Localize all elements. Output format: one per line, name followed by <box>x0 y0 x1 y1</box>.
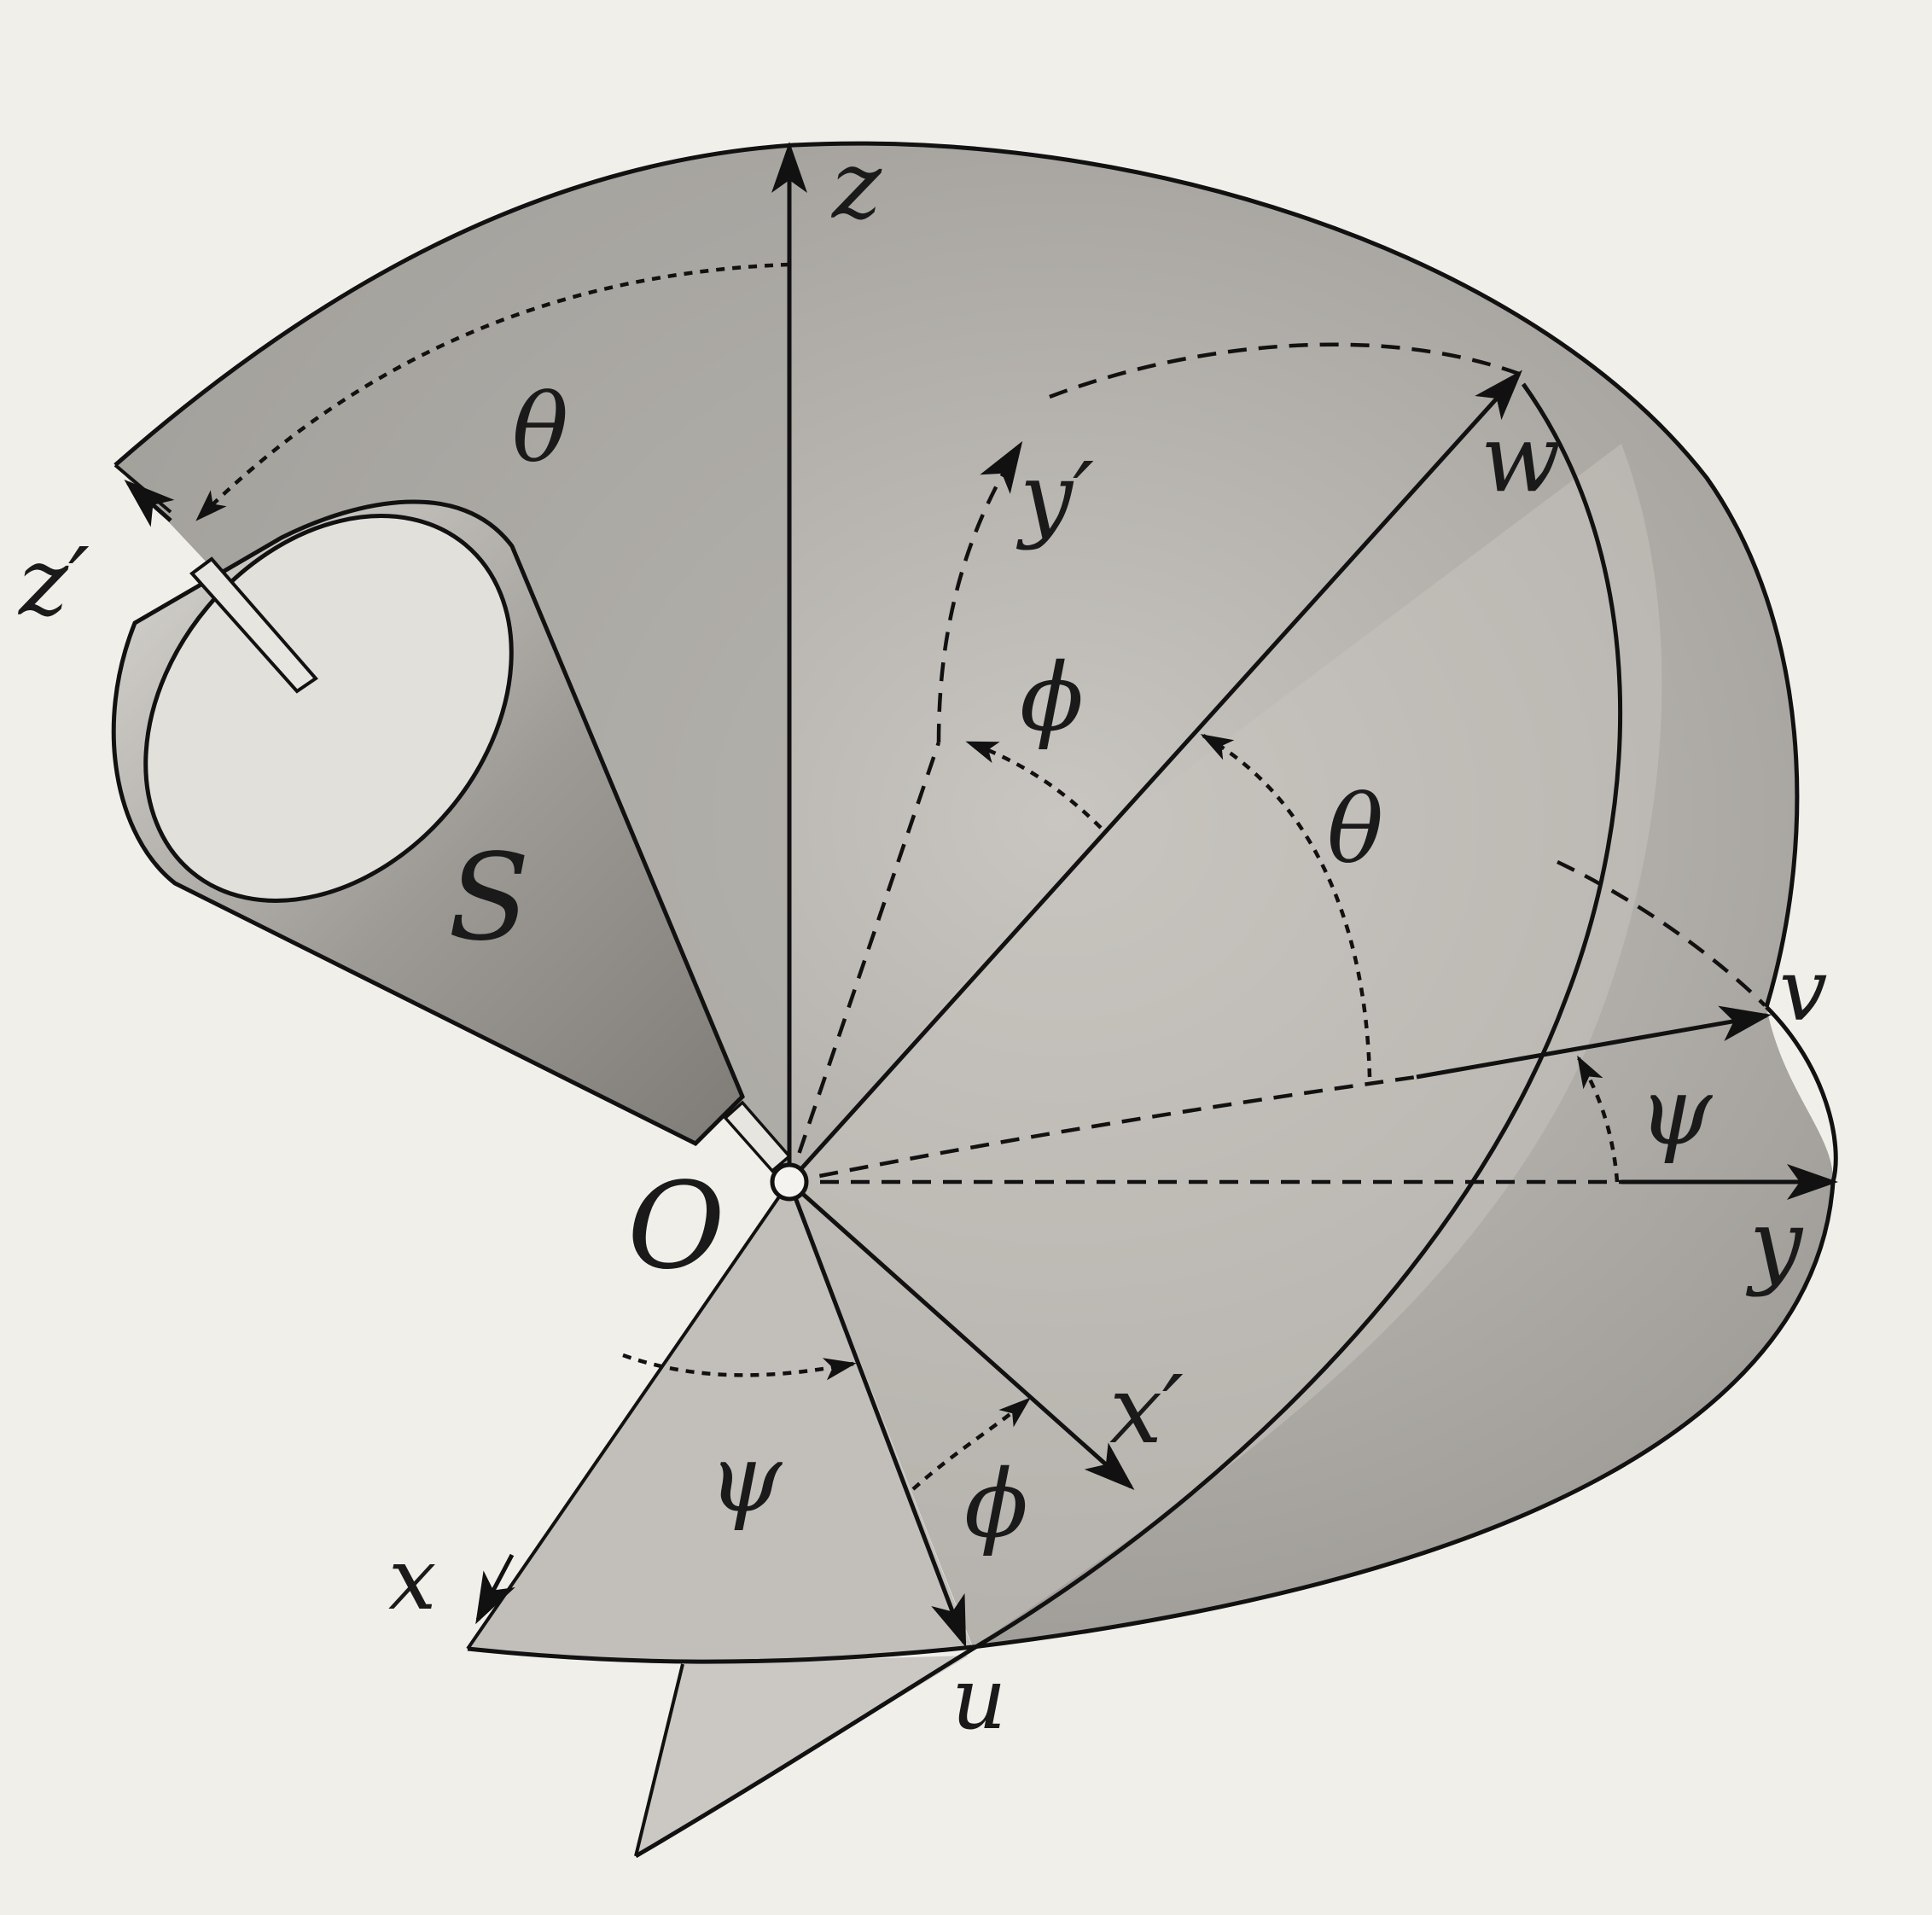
label-z: z <box>832 131 882 240</box>
label-theta-top: θ <box>512 374 569 483</box>
label-x: x <box>388 1529 437 1629</box>
label-psi-right: ψ <box>1638 1056 1713 1166</box>
label-z-prime: z′ <box>19 527 90 637</box>
label-w: w <box>1481 404 1562 513</box>
label-origin: O <box>627 1157 725 1296</box>
origin-point <box>772 1165 806 1199</box>
label-theta-mid: θ <box>1327 775 1384 884</box>
label-u: u <box>951 1649 1007 1749</box>
label-phi-bottom: ϕ <box>964 1449 1028 1558</box>
label-v: v <box>1779 940 1828 1040</box>
label-phi-top: ϕ <box>1020 643 1084 752</box>
label-y: y <box>1749 1189 1803 1298</box>
label-body-s: S <box>448 829 530 968</box>
label-y-prime: y′ <box>1020 442 1095 551</box>
label-x-prime: x′ <box>1109 1355 1184 1464</box>
label-psi-bottom: ψ <box>708 1423 783 1533</box>
